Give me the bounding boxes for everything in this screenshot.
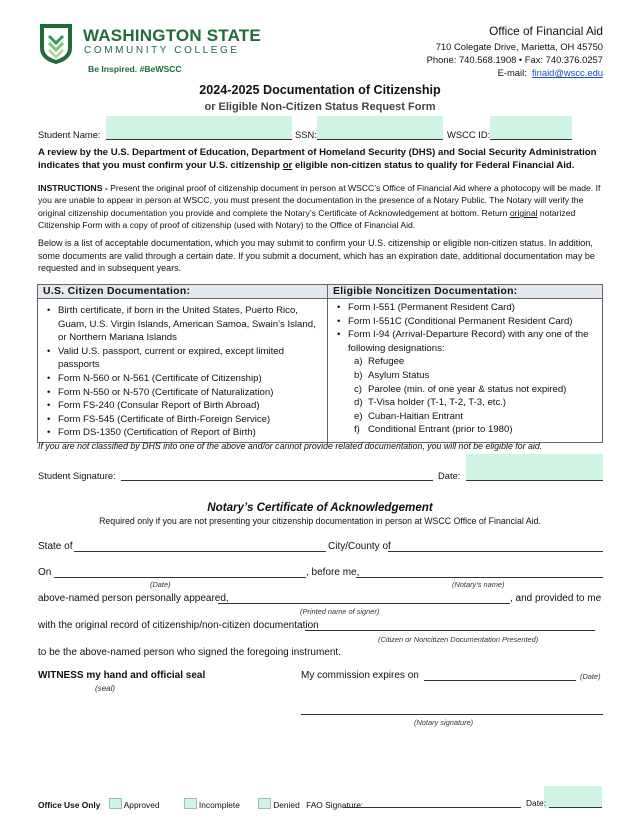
instructions-original: original	[509, 207, 538, 218]
designation-letter: e)	[354, 410, 363, 422]
approved-label: Approved	[123, 800, 160, 810]
citizen-doc-item: • Form FS-240 (Consular Report of Birth Abroad)	[58, 399, 323, 413]
notary-title: Notary’s Certificate of Acknowledgement	[207, 501, 433, 514]
designation-text: Refugee	[368, 356, 405, 368]
state-label: State of	[38, 541, 73, 552]
office-phone-fax: Phone: 740.568.1908 • Fax: 740.376.0257	[426, 54, 603, 65]
designation-letter: d)	[354, 397, 363, 409]
date-field-highlight	[466, 454, 603, 480]
instructions-text-1: Present the original proof of citizenship document in person at WSCC’s Office of Financial Aid where a photocopy will be made. If you are unable to appear in person at WSCC, you must present the documentation in the presence of a Notary Public. The Notary will verify the original citizenship documentation you provide and complete the Notary’s Certificate of Acknowledgement at bottom. Return	[38, 183, 601, 218]
notary-signature-hint: (Notary signature)	[414, 718, 474, 727]
wscc-id-field-highlight	[490, 116, 572, 140]
notary-subtitle: Required only if you are not presenting your citizenship documentation in person at WSCC Office of Financial Aid.	[99, 516, 541, 526]
office-email-line	[498, 67, 603, 78]
citizen-doc-item: • Birth certificate, if born in the United States, Puerto Rico, Guam, U.S. Virgin Islands, American Samoa, Swain’s Island, or Northern Mariana Islands	[58, 304, 323, 345]
citizen-docs-header: U.S. Citizen Documentation:	[38, 285, 328, 299]
designation-item	[354, 423, 598, 437]
witness-label: WITNESS my hand and official seal	[38, 670, 206, 681]
date-hint: (Date)	[150, 580, 171, 589]
fao-signature-input[interactable]	[343, 807, 521, 808]
designation-item	[354, 369, 598, 383]
student-signature-input[interactable]	[121, 480, 433, 481]
citizen-doc-item: • Form DS-1350 (Certification of Report of Birth)	[58, 426, 323, 440]
form-title: 2024-2025 Documentation of Citizenship	[199, 83, 441, 97]
designation-text: Asylum Status	[368, 369, 430, 381]
student-name-label: Student Name:	[38, 129, 101, 140]
instructions-text-2: notarized Citizenship Form with a copy of proof of citizenship (used with Notary) to the Office of Financial Aid.	[38, 207, 576, 231]
office-use-label: Office Use Only	[38, 800, 101, 810]
notary-name-input[interactable]	[356, 577, 603, 578]
instructions-paragraph	[38, 182, 604, 232]
city-county-input[interactable]	[388, 551, 603, 552]
noncitizen-docs-header: Eligible Noncitizen Documentation:	[328, 285, 603, 299]
signature-date-label: Date:	[438, 470, 461, 481]
fao-signature-label: FAO Signature:	[306, 800, 364, 810]
seal-hint: (seal)	[95, 684, 116, 693]
review-text-1: A review by the U.S. Department of Education, Department of Homeland Security (DHS) and Social Security Administration indicates that you must confirm your U.S. citizenship	[38, 147, 597, 172]
logo-sub: COMMUNITY COLLEGE	[84, 45, 240, 56]
appeared-label: above-named person personally appeared,	[38, 593, 229, 604]
citizen-doc-item: • Form N-560 or N-561 (Certificate of Citizenship)	[58, 372, 323, 386]
designation-item	[354, 396, 598, 410]
with-original-label: with the original record of citizenship/non-citizen documentation	[38, 620, 319, 631]
email-link[interactable]: finaid@wscc.edu	[531, 67, 603, 78]
citizen-doc-hint: (Citizen or Noncitizen Documentation Presented)	[378, 635, 539, 644]
logo-tagline: Be Inspired. #BeWSCC	[88, 64, 182, 74]
approved-checkbox[interactable]	[109, 798, 122, 809]
citizen-doc-item: • Form FS-545 (Certificate of Birth-Foreign Service)	[58, 413, 323, 427]
designation-text: T-Visa holder (T-1, T-2, T-3, etc.)	[368, 397, 507, 409]
not-classified-warning: If you are not classified by DHS into one of the above and/or cannot provide related documentation, you will not be eligible for aid.	[38, 441, 543, 451]
office-name: Office of Financial Aid	[489, 24, 603, 38]
designation-text: Cuban-Haitian Entrant	[368, 410, 463, 422]
designation-text: Conditional Entrant (prior to 1980)	[368, 424, 513, 436]
citizen-doc-item: • Valid U.S. passport, current or expired, except limited passports	[58, 345, 323, 372]
citizen-docs-cell	[38, 299, 328, 443]
citizen-doc-item: • Form N-550 or N-570 (Certificate of Naturalization)	[58, 386, 323, 400]
office-date-field-highlight	[544, 786, 602, 808]
wscc-logo-icon	[38, 22, 74, 64]
incomplete-checkbox[interactable]	[184, 798, 197, 809]
review-or: or	[282, 160, 293, 172]
notary-signature-input[interactable]	[301, 714, 603, 715]
acceptable-docs-paragraph: Below is a list of acceptable documentation, which you may submit to confirm your U.S. citizenship or eligible non-citizen status. In addition, some documents are valid through a certain date. If you submit a document, which has an expiration date, additional documentation may be requested and in subsequent years.	[38, 238, 595, 274]
noncitizen-doc-item: • Form I-551 (Permanent Resident Card)	[348, 301, 598, 315]
designation-letter: b)	[354, 369, 363, 381]
denied-checkbox[interactable]	[258, 798, 271, 809]
documentation-table	[37, 284, 603, 443]
office-address: 710 Colegate Drive, Marietta, OH 45750	[435, 41, 603, 52]
commission-date-input[interactable]	[424, 680, 576, 681]
on-label: On	[38, 567, 52, 578]
provided-label: , and provided to me	[510, 593, 602, 604]
signature-date-input[interactable]	[466, 480, 603, 481]
ssn-field-highlight	[317, 116, 443, 140]
designation-text: Parolee (min. of one year & status not expired)	[368, 383, 567, 395]
denied-label: Denied	[273, 800, 300, 810]
student-name-field-highlight	[106, 116, 292, 140]
designation-item	[354, 355, 598, 369]
before-me-label: , before me,	[306, 567, 360, 578]
review-paragraph	[38, 146, 604, 173]
documentation-presented-input[interactable]	[305, 630, 595, 631]
logo-name: WASHINGTON STATE	[83, 26, 261, 45]
office-date-label: Date:	[526, 798, 547, 808]
commission-label: My commission expires on	[301, 670, 419, 681]
commission-date-hint: (Date)	[580, 672, 601, 681]
email-label: E-mail:	[497, 67, 527, 78]
noncitizen-doc-item: • Form I-551C (Conditional Permanent Resident Card)	[348, 315, 598, 329]
ssn-label: SSN:	[295, 129, 317, 140]
noncitizen-docs-cell	[328, 299, 603, 443]
signer-name-input[interactable]	[218, 603, 510, 604]
city-county-label: City/County of	[328, 541, 391, 552]
review-text-2: eligible non-citizen status to qualify for Federal Financial Aid.	[292, 160, 575, 172]
instructions-label: INSTRUCTIONS -	[38, 183, 111, 193]
form-subtitle: or Eligible Non-Citizen Status Request Form	[204, 101, 436, 113]
office-date-input[interactable]	[549, 807, 602, 808]
student-signature-label: Student Signature:	[38, 470, 116, 481]
designation-letter: f)	[354, 424, 360, 436]
designation-item	[354, 410, 598, 424]
to-be-label: to be the above-named person who signed the foregoing instrument.	[38, 647, 341, 658]
office-use-row	[38, 798, 363, 810]
noncitizen-doc-item: • Form I-94 (Arrival-Departure Record) with any one of the following designations:	[348, 328, 598, 355]
notary-name-hint: (Notary’s name)	[452, 580, 505, 589]
wscc-id-label: WSCC ID:	[447, 129, 491, 140]
student-name-input[interactable]	[106, 139, 292, 140]
designation-item	[354, 383, 598, 397]
notary-date-input[interactable]	[54, 577, 306, 578]
state-input[interactable]	[74, 551, 326, 552]
incomplete-label: Incomplete	[198, 800, 240, 810]
wscc-id-input[interactable]	[490, 139, 572, 140]
ssn-input[interactable]	[317, 139, 443, 140]
designation-letter: a)	[354, 356, 363, 368]
printed-name-hint: (Printed name of signer)	[300, 607, 380, 616]
designation-letter: c)	[354, 383, 362, 395]
